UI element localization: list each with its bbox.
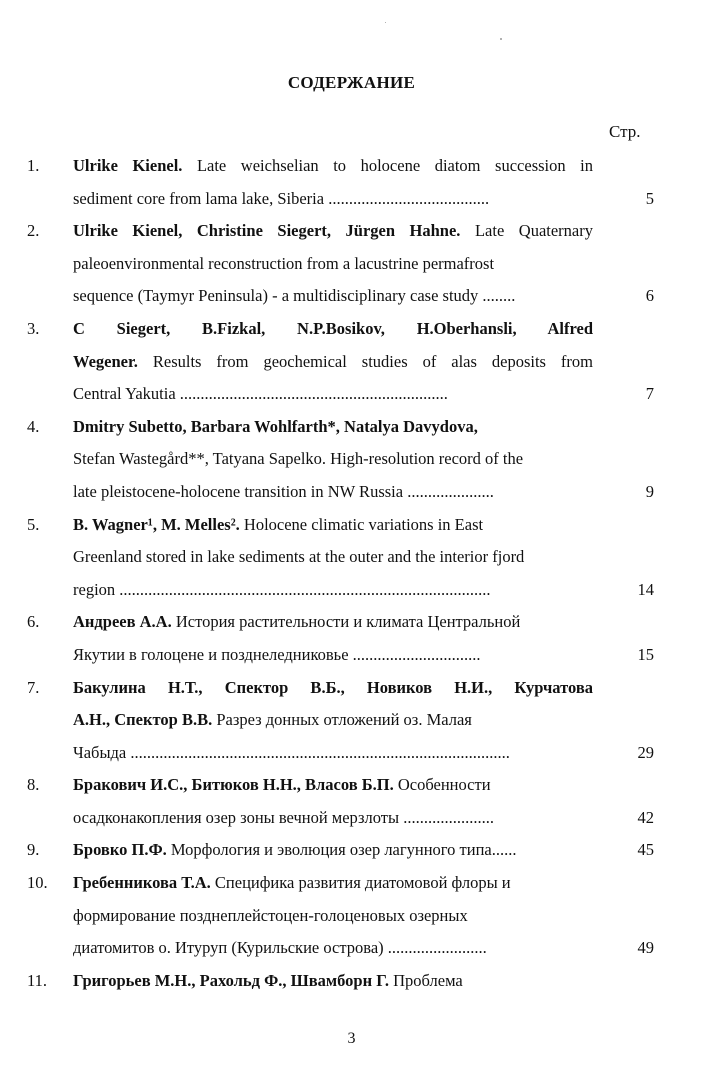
entry-text bbox=[73, 411, 593, 444]
entry-text bbox=[73, 834, 593, 867]
entry-authors: Бакулина Н.Т., Спектор В.Б., Новиков Н.И., Курчатова bbox=[73, 677, 593, 697]
entry-title-text: Central Yakutia ................................................................. bbox=[73, 384, 448, 404]
toc-entry-line bbox=[0, 313, 703, 346]
entry-authors: А.Н., Спектор В.В. bbox=[73, 710, 213, 730]
toc-entry bbox=[0, 834, 703, 867]
entry-text bbox=[73, 639, 593, 672]
entry-page-number: 15 bbox=[637, 644, 654, 664]
entry-number: 8. bbox=[27, 775, 40, 795]
scan-speck bbox=[500, 38, 502, 40]
entry-page-number: 45 bbox=[637, 840, 654, 860]
toc-entry-line bbox=[0, 802, 703, 835]
entry-text bbox=[73, 606, 593, 639]
entry-title-text: Разрез донных отложений оз. Малая bbox=[212, 710, 472, 730]
entry-page-number: 29 bbox=[637, 742, 654, 762]
toc-entry-line bbox=[0, 932, 703, 965]
entry-text bbox=[73, 443, 593, 476]
toc-entry-line bbox=[0, 215, 703, 248]
entry-title-text: Late weichselian to holocene diatom succession in bbox=[182, 156, 593, 175]
entry-page-number: 5 bbox=[645, 188, 654, 208]
toc-entry-line bbox=[0, 900, 703, 933]
toc-entry bbox=[0, 411, 703, 509]
entry-number: 10. bbox=[27, 873, 48, 893]
entry-title-text: осадконакопления озер зоны вечной мерзлоты ...................... bbox=[73, 807, 494, 827]
entry-page-number: 42 bbox=[637, 807, 654, 827]
entry-authors: Ulrike Kienel. bbox=[73, 156, 183, 175]
entry-text bbox=[73, 248, 593, 281]
entry-text bbox=[73, 802, 593, 835]
entry-text bbox=[73, 737, 593, 770]
entry-number: 4. bbox=[27, 416, 40, 436]
entry-authors: C Siegert, B.Fizkal, N.P.Bosikov, H.Oberhansli, Alfred bbox=[73, 318, 593, 338]
entry-text bbox=[73, 900, 593, 933]
entry-authors: Бракович И.С., Битюков Н.Н., Власов Б.П. bbox=[73, 775, 394, 795]
entry-text bbox=[73, 476, 593, 509]
entry-title-text: sediment core from lama lake, Siberia ....................................... bbox=[73, 188, 490, 208]
entry-title-text: Holocene climatic variations in East bbox=[239, 514, 484, 534]
entry-title-text: Морфология и эволюция озер лагунного типа...... bbox=[166, 840, 517, 860]
entry-authors: Григорьев М.Н., Рахольд Ф., Швамборн Г. bbox=[73, 970, 389, 990]
entry-title-text: paleoenvironmental reconstruction from a lacustrine permafrost bbox=[73, 253, 495, 273]
toc-entry bbox=[0, 150, 703, 215]
entry-text bbox=[73, 541, 593, 574]
entry-number: 11. bbox=[27, 970, 48, 990]
toc-entry-line bbox=[0, 834, 703, 867]
entry-title-text: Late Quaternary bbox=[460, 221, 593, 241]
toc-entry bbox=[0, 215, 703, 313]
entry-title-text: Особенности bbox=[393, 775, 491, 795]
entry-title-text: Якутии в голоцене и позднеледниковье ............................... bbox=[73, 644, 481, 664]
entry-text bbox=[73, 346, 593, 379]
toc-entry-line bbox=[0, 541, 703, 574]
entry-text bbox=[73, 509, 593, 542]
toc-entry-line bbox=[0, 737, 703, 770]
entry-text bbox=[73, 280, 593, 313]
toc-list bbox=[0, 150, 703, 997]
entry-number: 3. bbox=[27, 318, 40, 338]
entry-number: 5. bbox=[27, 514, 40, 534]
entry-authors: Dmitry Subetto, Barbara Wohlfarth*, Natalya Davydova, bbox=[73, 416, 478, 436]
entry-number: 7. bbox=[27, 677, 40, 697]
entry-number: 2. bbox=[27, 221, 40, 241]
entry-text bbox=[73, 150, 593, 183]
entry-page-number: 7 bbox=[645, 384, 654, 404]
toc-entry-line bbox=[0, 704, 703, 737]
entry-text bbox=[73, 313, 593, 346]
toc-entry-line bbox=[0, 476, 703, 509]
toc-entry-line bbox=[0, 443, 703, 476]
toc-entry bbox=[0, 509, 703, 607]
toc-entry-line bbox=[0, 411, 703, 444]
entry-number: 6. bbox=[27, 612, 40, 632]
toc-entry-line bbox=[0, 183, 703, 216]
entry-text bbox=[73, 183, 593, 216]
entry-text bbox=[73, 769, 593, 802]
toc-entry-line bbox=[0, 639, 703, 672]
toc-entry-line bbox=[0, 509, 703, 542]
entry-title-text: Специфика развития диатомовой флоры и bbox=[210, 873, 511, 893]
toc-entry bbox=[0, 769, 703, 834]
entry-text bbox=[73, 704, 593, 737]
entry-authors: Андреев А.А. bbox=[73, 612, 172, 632]
entry-text bbox=[73, 965, 593, 998]
entry-title-text: История растительности и климата Центральной bbox=[171, 612, 521, 632]
entry-text bbox=[73, 378, 593, 411]
toc-entry-line bbox=[0, 606, 703, 639]
footer-page-number: 3 bbox=[347, 1030, 356, 1047]
entry-page-number: 14 bbox=[637, 579, 654, 599]
entry-title-text: диатомитов о. Итуруп (Курильские острова) ........................ bbox=[73, 938, 487, 958]
entry-authors: Ulrike Kienel, Christine Siegert, Jürgen Hahne. bbox=[73, 221, 461, 241]
toc-entry-line bbox=[0, 248, 703, 281]
toc-entry bbox=[0, 313, 703, 411]
entry-number: 1. bbox=[27, 156, 40, 175]
entry-number: 9. bbox=[27, 840, 40, 860]
entry-title-text: Чабыда ............................................................................................ bbox=[73, 742, 510, 762]
entry-authors: B. Wagner¹, M. Melles². bbox=[73, 514, 240, 534]
entry-title-text: Greenland stored in lake sediments at the outer and the interior fjord bbox=[73, 547, 525, 567]
toc-entry-line bbox=[0, 672, 703, 705]
entry-title-text: Stefan Wastegård**, Tatyana Sapelko. High-resolution record of the bbox=[73, 449, 524, 469]
toc-entry-line bbox=[0, 150, 703, 183]
entry-page-number: 6 bbox=[645, 286, 654, 306]
entry-text bbox=[73, 574, 593, 607]
entry-authors: Wegener. bbox=[73, 351, 138, 371]
toc-entry-line bbox=[0, 867, 703, 900]
toc-entry bbox=[0, 672, 703, 770]
entry-title-text: формирование позднеплейстоцен-голоценовых озерных bbox=[73, 905, 468, 925]
page-title: СОДЕРЖАНИЕ bbox=[287, 73, 416, 92]
toc-entry-line bbox=[0, 346, 703, 379]
entry-authors: Гребенникова Т.А. bbox=[73, 873, 211, 893]
entry-title-text: Проблема bbox=[389, 970, 463, 990]
toc-entry bbox=[0, 606, 703, 671]
entry-text bbox=[73, 867, 593, 900]
entry-title-text: Results from geochemical studies of alas deposits from bbox=[137, 351, 593, 371]
page-column-header: Стр. bbox=[609, 122, 641, 141]
toc-entry bbox=[0, 867, 703, 965]
toc-entry-line bbox=[0, 280, 703, 313]
toc-entry-line bbox=[0, 378, 703, 411]
entry-text bbox=[73, 932, 593, 965]
entry-page-number: 49 bbox=[637, 938, 654, 958]
toc-entry-line bbox=[0, 574, 703, 607]
entry-title-text: region .......................................................................................... bbox=[73, 579, 491, 599]
entry-title-text: late pleistocene-holocene transition in NW Russia ..................... bbox=[73, 481, 494, 501]
scan-speck bbox=[385, 22, 386, 23]
entry-text bbox=[73, 215, 593, 248]
toc-entry-line bbox=[0, 769, 703, 802]
entry-title-text: sequence (Taymyr Peninsula) - a multidisciplinary case study ........ bbox=[73, 286, 516, 306]
entry-text bbox=[73, 672, 593, 705]
toc-entry bbox=[0, 965, 703, 998]
toc-entry-line bbox=[0, 965, 703, 998]
entry-authors: Бровко П.Ф. bbox=[73, 840, 167, 860]
entry-page-number: 9 bbox=[645, 481, 654, 501]
